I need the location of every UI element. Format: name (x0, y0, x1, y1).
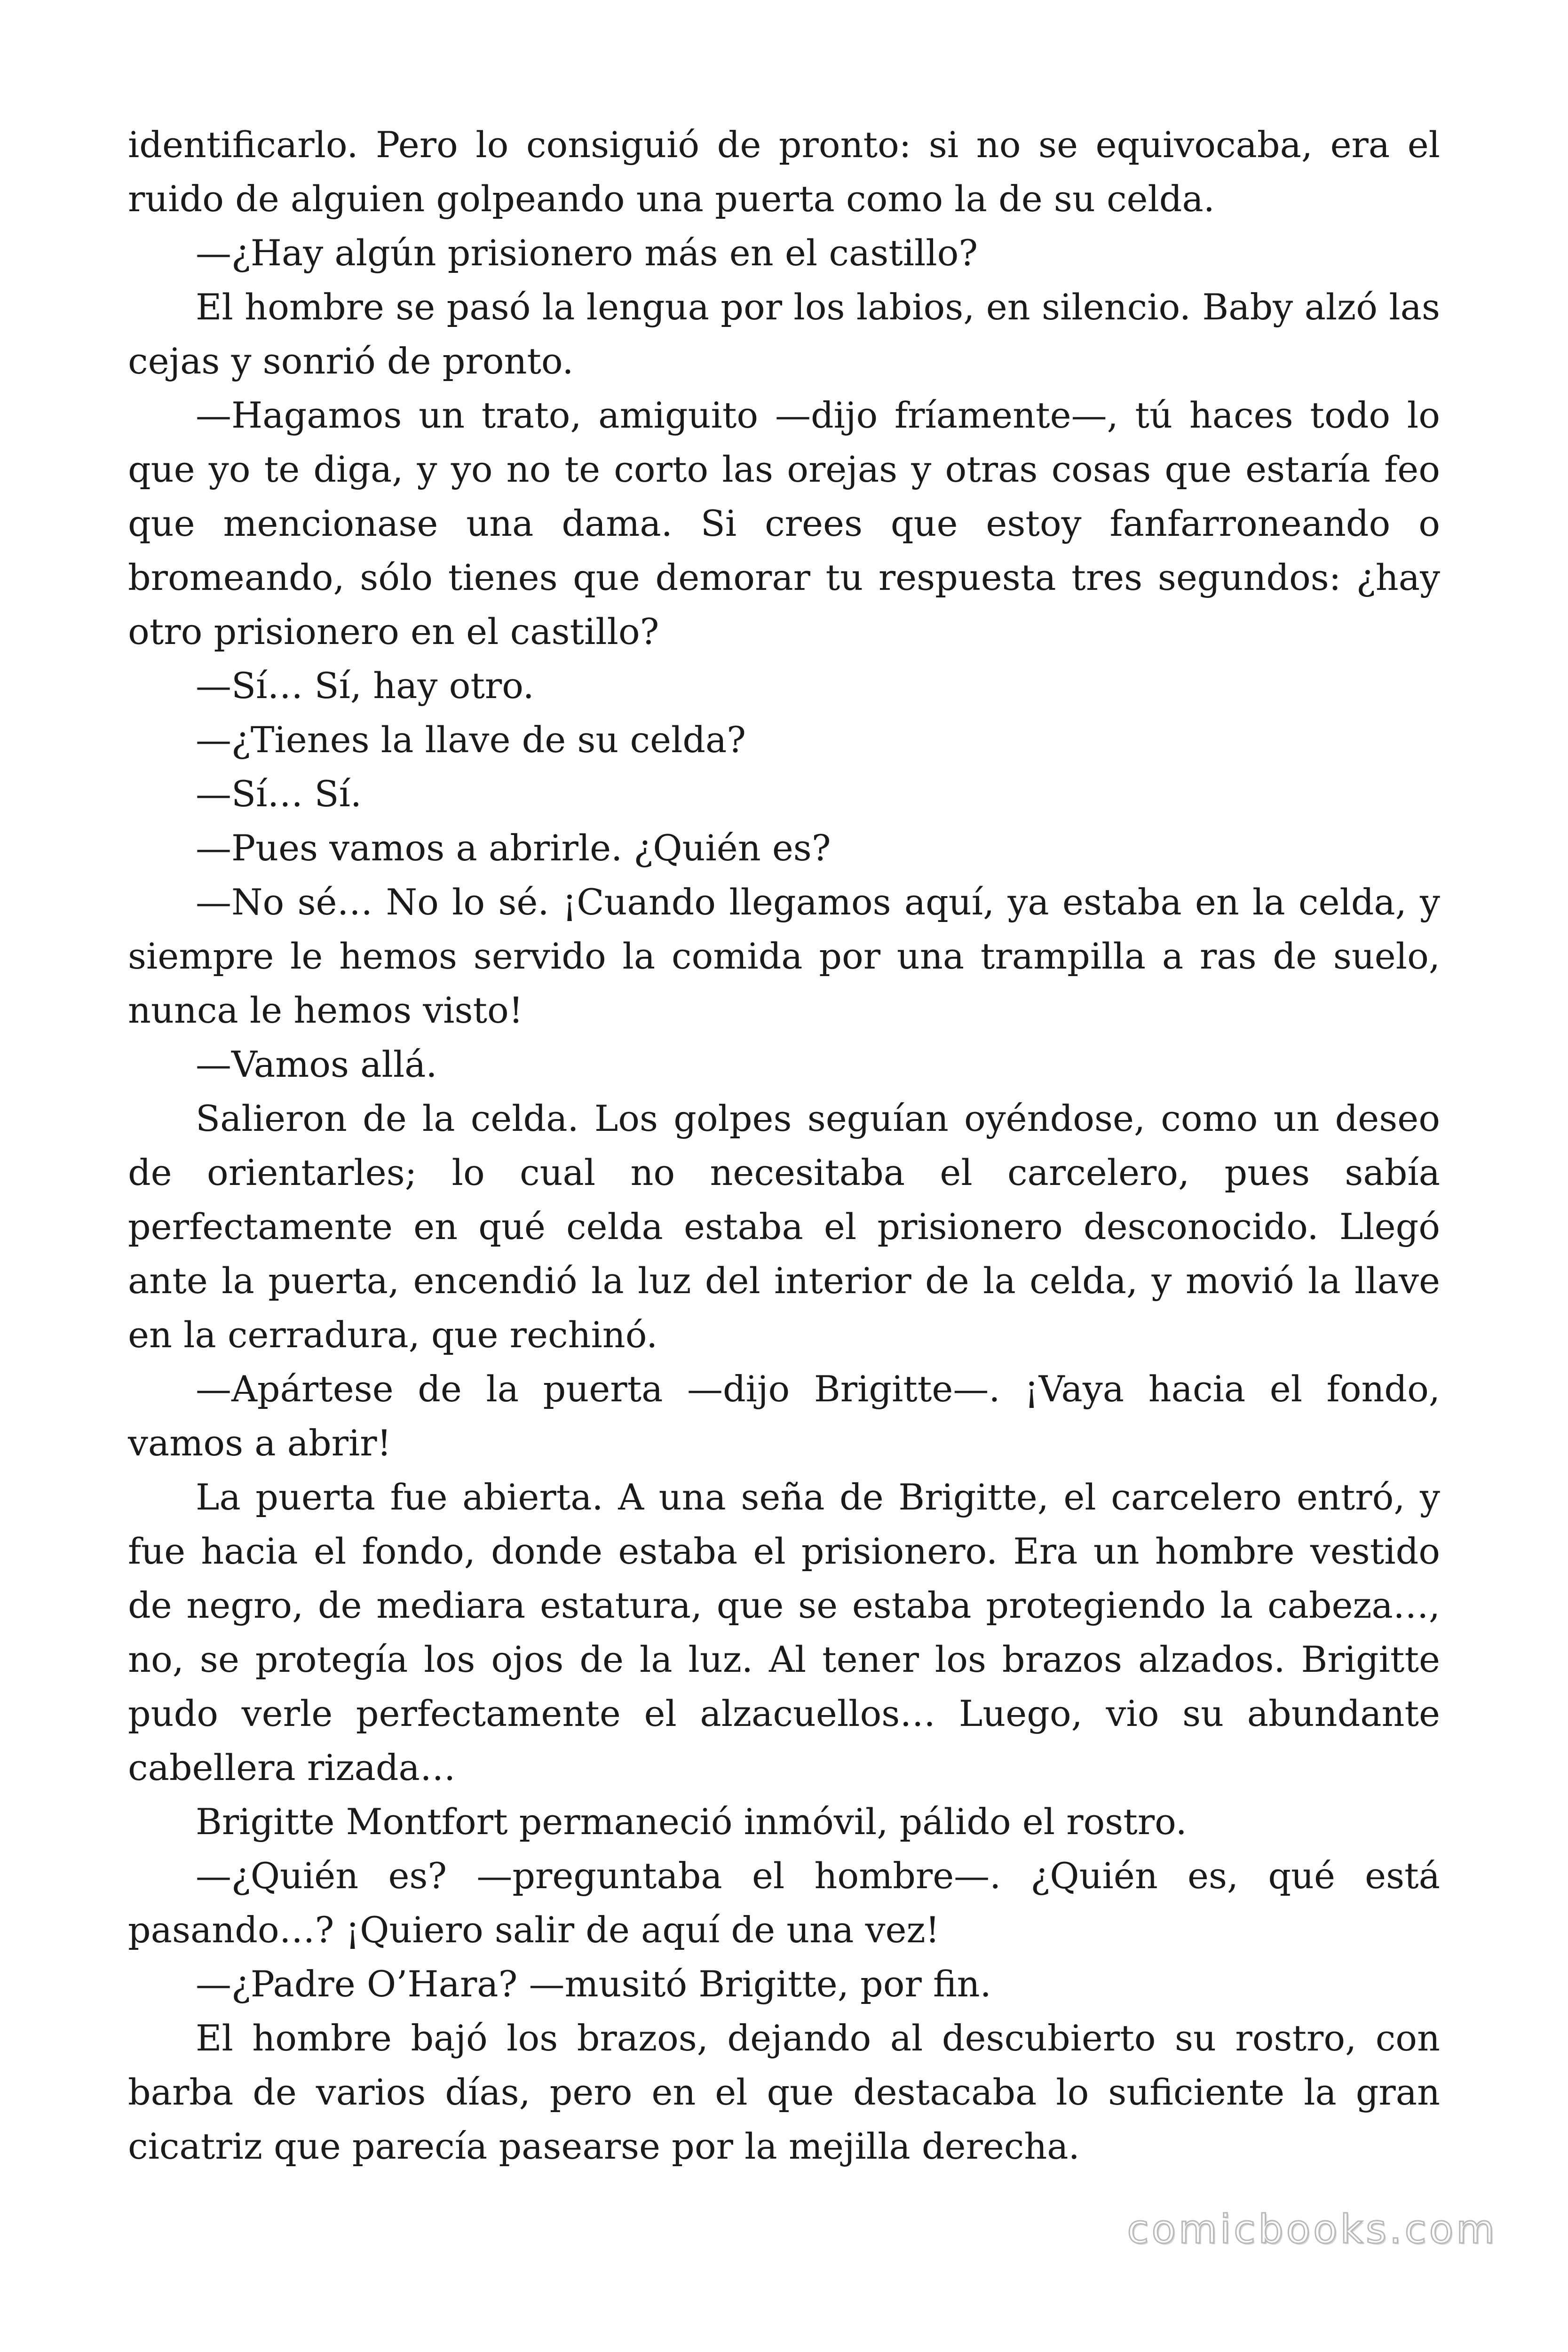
dialogue-line: —¿Tienes la llave de su celda? (196, 719, 746, 761)
narrative-paragraph: Salieron de la celda. Los golpes seguían oyéndose, como un deseo de orientarles; lo cual no necesitaba el carcelero, pues sabía perfectamente en qué celda estaba el prisionero desconocido. Llegó ante la puerta, encendió la luz del interior de la celda, y movió la llave en la cerradura, que rechinó. (128, 1097, 1440, 1356)
dialogue-line: —Vamos allá. (196, 1043, 437, 1085)
dialogue-line: —¿Hay algún prisionero más en el castillo? (196, 232, 978, 274)
narrative-paragraph: El hombre bajó los brazos, dejando al descubierto su rostro, con barba de varios días, pero en el que destacaba lo suficiente la gran cicatriz que parecía pasearse por la mejilla derecha. (128, 2017, 1440, 2167)
dialogue-line: —Pues vamos a abrirle. ¿Quién es? (196, 827, 831, 869)
paragraph-continuation: identificarlo. Pero lo consiguió de pronto: si no se equivocaba, era el ruido de alguien golpeando una puerta como la de su celda. (128, 124, 1440, 220)
dialogue-line: —Hagamos un trato, amiguito —dijo fríamente—, tú haces todo lo que yo te diga, y yo no te corto las orejas y otras cosas que estaría feo que mencionase una dama. Si crees que estoy fanfarroneando o bromeando, sólo tienes que demorar tu respuesta tres segundos: ¿hay otro prisionero en el castillo? (128, 394, 1440, 652)
narrative-paragraph: Brigitte Montfort permaneció inmóvil, pálido el rostro. (196, 1801, 1187, 1843)
narrative-paragraph: La puerta fue abierta. A una seña de Brigitte, el carcelero entró, y fue hacia el fondo, donde estaba el prisionero. Era un hombre vestido de negro, de mediara estatura, que se estaba protegiendo la cabeza…, no, se protegía los ojos de la luz. Al tener los brazos alzados. Brigitte pudo verle perfectamente el alzacuellos… Luego, vio su abundante cabellera rizada… (128, 1476, 1440, 1788)
dialogue-line: —Sí… Sí. (196, 773, 362, 815)
dialogue-line: —Sí… Sí, hay otro. (196, 665, 534, 707)
dialogue-line: —¿Padre O’Hara? —musitó Brigitte, por fin. (196, 1963, 991, 2005)
dialogue-line: —¿Quién es? —preguntaba el hombre—. ¿Quién es, qué está pasando…? ¡Quiero salir de aquí de una vez! (128, 1855, 1440, 1951)
dialogue-line: —Apártese de la puerta —dijo Brigitte—. ¡Vaya hacia el fondo, vamos a abrir! (128, 1368, 1440, 1464)
site-watermark: comicbooks.com (1127, 2206, 1497, 2252)
book-page-body (128, 118, 1440, 2173)
narrative-paragraph: El hombre se pasó la lengua por los labios, en silencio. Baby alzó las cejas y sonrió de pronto. (128, 286, 1440, 382)
dialogue-line: —No sé… No lo sé. ¡Cuando llegamos aquí, ya estaba en la celda, y siempre le hemos servido la comida por una trampilla a ras de suelo, nunca le hemos visto! (128, 881, 1440, 1031)
